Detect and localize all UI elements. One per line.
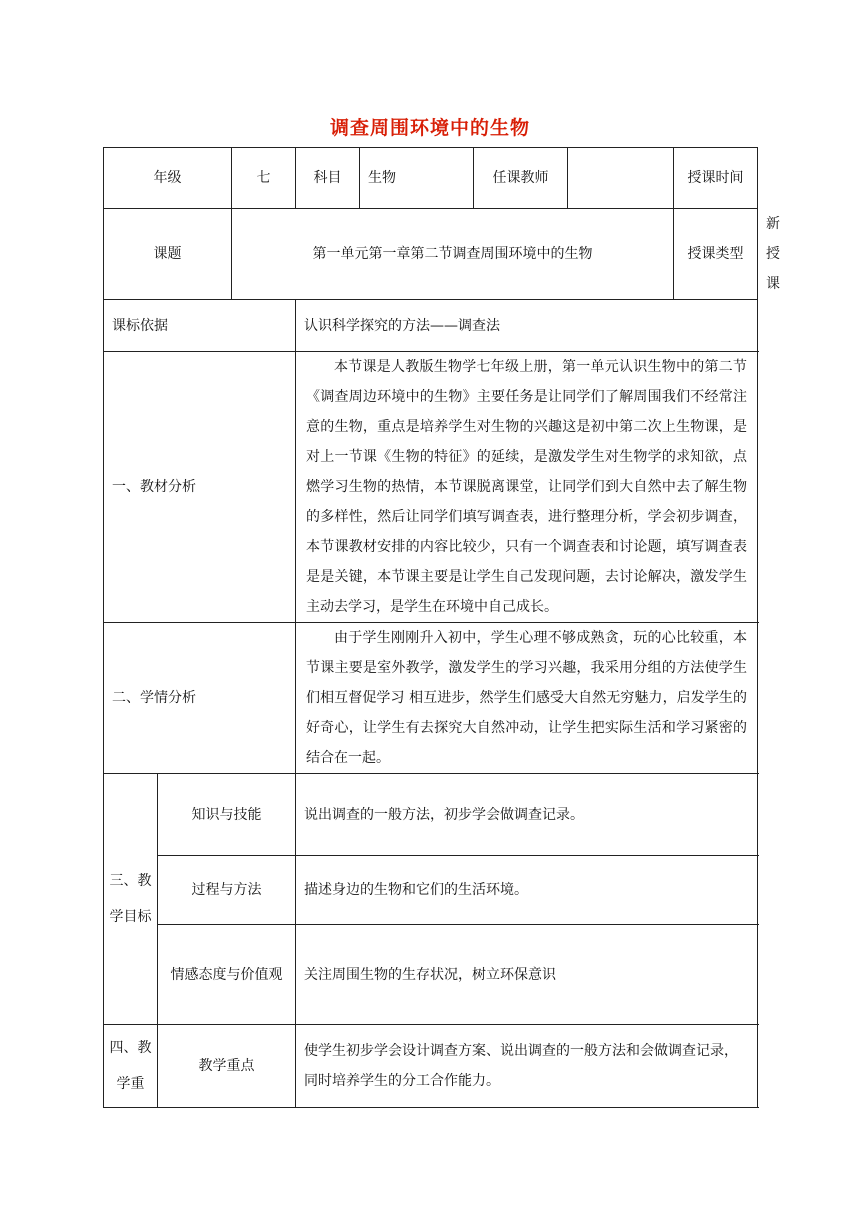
objective-attitude-text: 关注周围生物的生存状况，树立环保意识 [296,925,758,1025]
material-analysis-row [104,352,758,623]
objective-knowledge-text: 说出调查的一般方法，初步学会做调查记录。 [296,774,758,856]
student-analysis-row [104,623,758,774]
key-points-row [104,1025,758,1108]
standard-row [104,300,758,352]
standard-label: 课标依据 [104,300,296,352]
objective-row-knowledge [104,774,758,856]
lesson-type-label: 授课类型 [674,209,758,300]
objective-knowledge-label: 知识与技能 [158,774,296,856]
grade-label: 年级 [104,148,232,209]
objective-attitude-label: 情感态度与价值观 [158,925,296,1025]
subject-label: 科目 [296,148,360,209]
grade-value: 七 [232,148,296,209]
objective-process-text: 描述身边的生物和它们的生活环境。 [296,856,758,925]
document-title: 调查周围环境中的生物 [329,117,530,139]
topic-label: 课题 [104,209,232,300]
teacher-value [568,148,674,209]
header-row [104,148,758,209]
topic-value: 第一单元第一章第二节调查周围环境中的生物 [232,209,674,300]
topic-row: 课题 第一单元第一章第二节调查周围环境中的生物 授课类型 新授课 [104,209,758,300]
key-points-text: 使学生初步学会设计调查方案、说出调查的一般方法和会做调查记录，同时培养学生的分工合作能力。 [296,1025,758,1108]
lesson-plan-table [103,147,780,1108]
objective-row-attitude [104,925,758,1025]
teacher-label: 任课教师 [474,148,568,209]
objectives-label: 三、教学目标 [104,774,158,1025]
key-points-label: 四、教学重 [104,1025,158,1108]
material-analysis-label: 一、教材分析 [104,352,296,623]
key-points-sub-label: 教学重点 [158,1025,296,1108]
subject-value: 生物 [360,148,474,209]
standard-value: 认识科学探究的方法——调查法 [296,300,758,352]
material-analysis-text: 本节课是人教版生物学七年级上册，第一单元认识生物中的第二节《调查周边环境中的生物》主要任务是让同学们了解周围我们不经常注意的生物，重点是培养学生对生物的兴趣这是初中第二次上生物课，是对上一节课《生物的特征》的延续，是激发学生对生物学的求知欲，点燃学习生物的热情，本节课脱离课堂，让同学们到大自然中去了解生物的多样性，然后让同学们填写调查表，进行整理分析，学会初步调查，本节课教材安排的内容比较少，只有一个调查表和讨论题，填写调查表是是关键，本节课主要是让学生自己发现问题，去讨论解决，激发学生主动去学习，是学生在环境中自己成长。 [296,352,758,623]
student-analysis-text: 由于学生刚刚升入初中，学生心理不够成熟贪，玩的心比较重，本节课主要是室外教学，激发学生的学习兴趣，我采用分组的方法使学生们相互督促学习 相互进步，然学生们感受大自然无穷魅力，启发学生的好奇心，让学生有去探究大自然冲动，让学生把实际生活和学习紧密的结合在一起。 [296,623,758,774]
student-analysis-label: 二、学情分析 [104,623,296,774]
objective-row-process [104,856,758,925]
objective-process-label: 过程与方法 [158,856,296,925]
time-label: 授课时间 [674,148,758,209]
